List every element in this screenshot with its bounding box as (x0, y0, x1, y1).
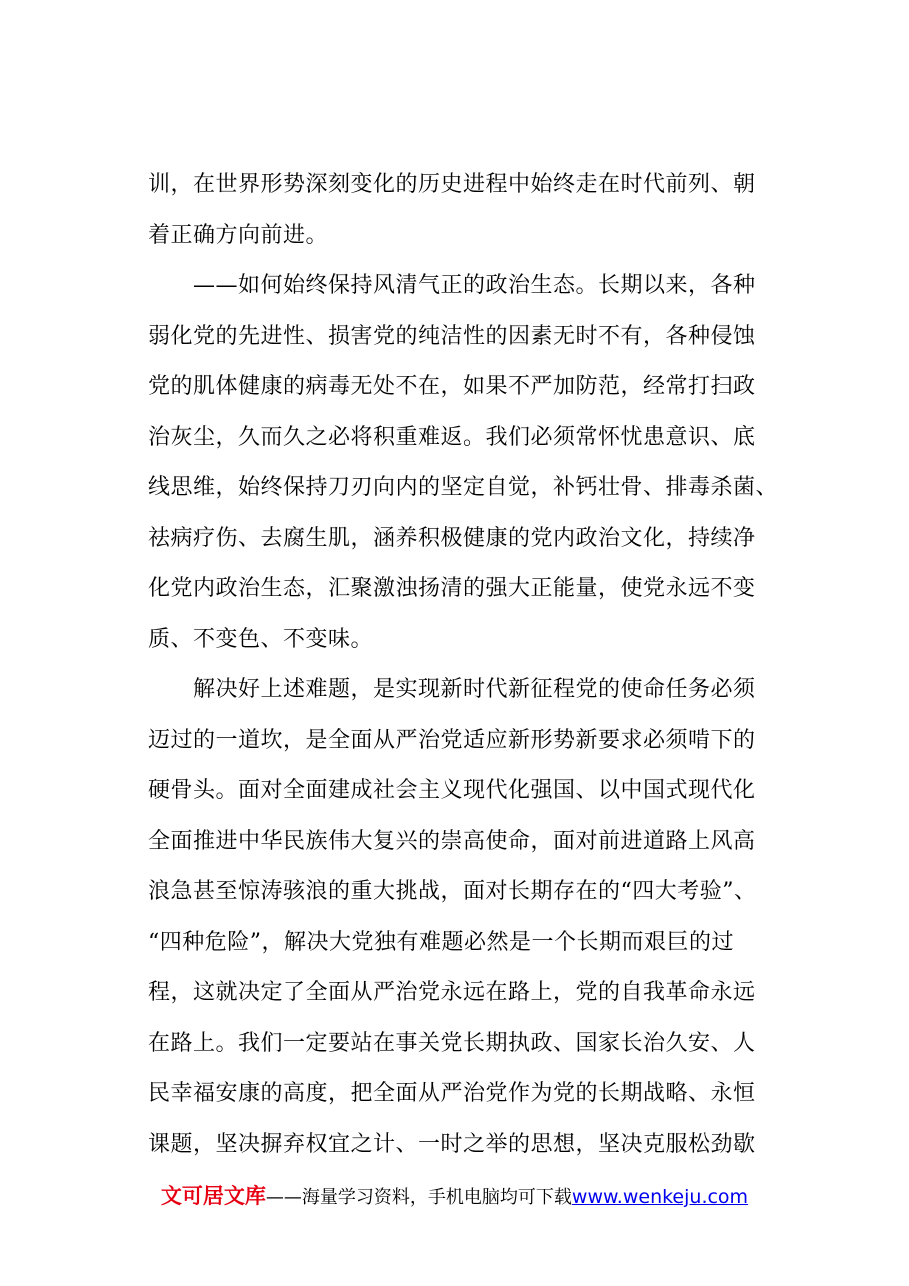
text-line: ——如何始终保持风清气正的政治生态。长期以来，各种 (148, 273, 756, 298)
text-line: 课题，坚决摒弃权宜之计、一时之举的思想，坚决克服松劲歇 (148, 1131, 756, 1157)
text-line: 硬骨头。面对全面建成社会主义现代化强国、以中国式现代化 (148, 778, 756, 803)
text-line: “四种危险”，解决大党独有难题必然是一个长期而艰巨的过 (148, 929, 734, 955)
text-line: 治灰尘，久而久之必将积重难返。我们必须常怀忧患意识、底 (148, 424, 756, 450)
text-line: 全面推进中华民族伟大复兴的崇高使命，面对前进道路上风高 (148, 828, 756, 854)
text-line: 民幸福安康的高度，把全面从严治党作为党的长期战略、永恒 (148, 1081, 756, 1106)
text-line: 弱化党的先进性、损害党的纯洁性的因素无时不有，各种侵蚀 (148, 323, 756, 349)
text-line: 党的肌体健康的病毒无处不在，如果不严加防范，经常打扫政 (148, 374, 756, 399)
text-line: 浪急甚至惊涛骇浪的重大挑战，面对长期存在的“四大考验”、 (148, 879, 757, 904)
text-line: 迈过的一道坎，是全面从严治党适应新形势新要求必须啃下的 (148, 727, 756, 753)
page-footer (0, 1180, 909, 1214)
text-line: 程，这就决定了全面从严治党永远在路上，党的自我革命永远 (148, 980, 756, 1005)
footer-brand: 文可居文库 (160, 1184, 266, 1208)
text-line: 化党内政治生态，汇聚激浊扬清的强大正能量，使党永远不变 (148, 576, 756, 601)
footer-tagline: ——海量学习资料，手机电脑均可下载 (265, 1187, 572, 1208)
text-line: 线思维，始终保持刀刃向内的坚定自觉，补钙壮骨、排毒杀菌、 (148, 475, 779, 500)
text-line: 在路上。我们一定要站在事关党长期执政、国家长治久安、人 (148, 1030, 756, 1056)
text-line: 祛病疗伤、去腐生肌，涵养积极健康的党内政治文化，持续净 (148, 525, 756, 551)
text-line: 训，在世界形势深刻变化的历史进程中始终走在时代前列、朝 (148, 172, 756, 197)
text-line: 着正确方向前进。 (148, 222, 329, 248)
footer-website-link[interactable]: www.wenkeju.com (571, 1186, 749, 1208)
body-text (148, 160, 820, 1170)
text-line: 质、不变色、不变味。 (148, 626, 374, 652)
text-line: 解决好上述难题，是实现新时代新征程党的使命任务必须 (148, 677, 756, 702)
